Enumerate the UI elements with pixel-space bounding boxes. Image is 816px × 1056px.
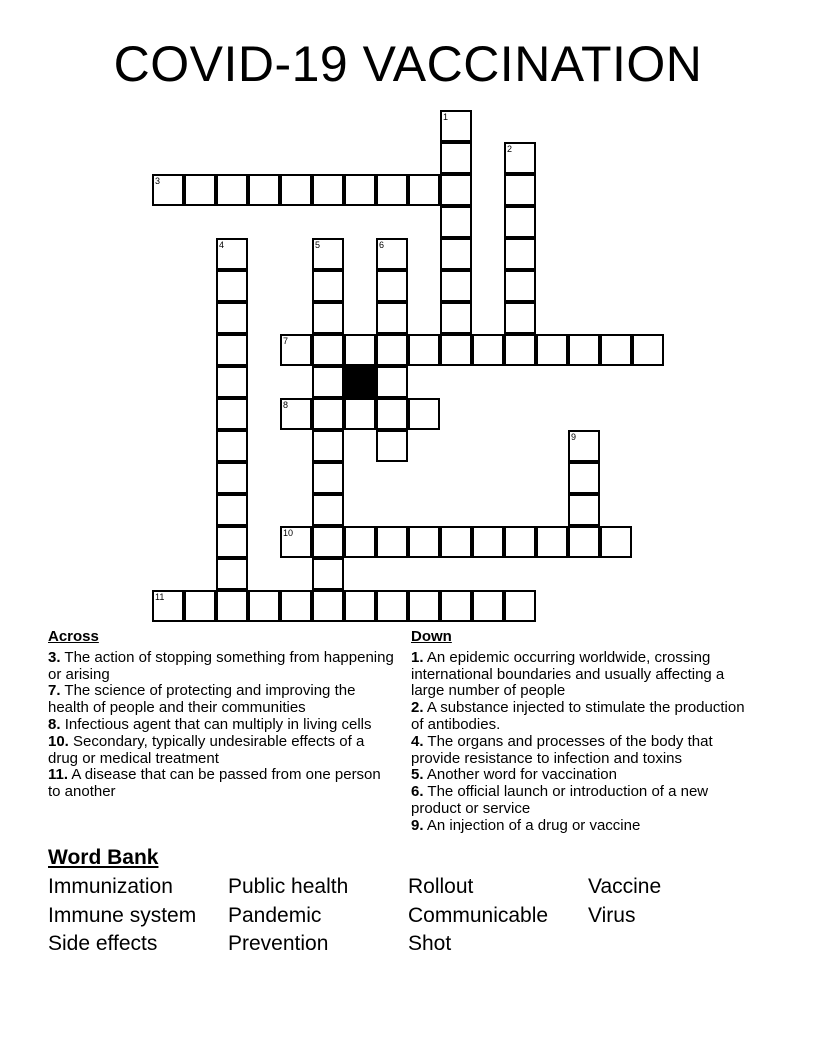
grid-cell[interactable] bbox=[312, 270, 344, 302]
down-heading: Down bbox=[411, 628, 452, 645]
clue-number-label: 8 bbox=[283, 400, 289, 410]
across-clue-10 bbox=[48, 734, 396, 768]
word-bank-item: Immunization bbox=[48, 875, 173, 898]
grid-cell[interactable] bbox=[504, 302, 536, 334]
grid-cell[interactable] bbox=[376, 238, 408, 270]
grid-cell[interactable] bbox=[504, 142, 536, 174]
grid-cell[interactable] bbox=[440, 526, 472, 558]
grid-cell[interactable] bbox=[504, 174, 536, 206]
grid-cell[interactable] bbox=[536, 334, 568, 366]
grid-cell[interactable] bbox=[568, 462, 600, 494]
grid-cell[interactable] bbox=[376, 430, 408, 462]
grid-cell[interactable] bbox=[312, 558, 344, 590]
grid-cell[interactable] bbox=[440, 334, 472, 366]
clue-text: The official launch or introduction of a new product or service bbox=[411, 783, 709, 817]
grid-cell[interactable] bbox=[312, 398, 344, 430]
grid-cell[interactable] bbox=[312, 590, 344, 622]
word-bank-item: Public health bbox=[228, 875, 349, 898]
grid-cell[interactable] bbox=[216, 430, 248, 462]
grid-cell[interactable] bbox=[568, 334, 600, 366]
grid-cell[interactable] bbox=[216, 398, 248, 430]
grid-cell[interactable] bbox=[600, 526, 632, 558]
grid-cell[interactable] bbox=[216, 238, 248, 270]
grid-cell[interactable] bbox=[216, 334, 248, 366]
clue-number: 3. bbox=[48, 648, 61, 666]
grid-cell[interactable] bbox=[312, 494, 344, 526]
grid-cell[interactable] bbox=[312, 238, 344, 270]
grid-cell[interactable] bbox=[216, 270, 248, 302]
grid-cell[interactable] bbox=[280, 398, 312, 430]
grid-cell[interactable] bbox=[408, 334, 440, 366]
clue-number: 10. bbox=[48, 732, 69, 750]
grid-cell[interactable] bbox=[184, 590, 216, 622]
grid-cell[interactable] bbox=[312, 430, 344, 462]
grid-cell[interactable] bbox=[248, 174, 280, 206]
word-bank-item: Vaccine bbox=[588, 875, 662, 898]
grid-cell[interactable] bbox=[216, 558, 248, 590]
grid-cell[interactable] bbox=[216, 590, 248, 622]
clue-text: A substance injected to stimulate the production of antibodies. bbox=[411, 699, 745, 733]
grid-cell[interactable] bbox=[440, 142, 472, 174]
grid-cell[interactable] bbox=[344, 398, 376, 430]
word-bank-item: Immune system bbox=[48, 904, 197, 927]
clue-number-label: 9 bbox=[571, 432, 577, 442]
grid-cell[interactable] bbox=[216, 174, 248, 206]
grid-cell[interactable] bbox=[440, 110, 472, 142]
clue-number: 4. bbox=[411, 732, 424, 750]
grid-cell[interactable] bbox=[280, 590, 312, 622]
grid-cell[interactable] bbox=[568, 494, 600, 526]
grid-cell[interactable] bbox=[376, 590, 408, 622]
grid-cell[interactable] bbox=[312, 302, 344, 334]
grid-cell[interactable] bbox=[440, 206, 472, 238]
grid-cell[interactable] bbox=[248, 590, 280, 622]
grid-cell[interactable] bbox=[504, 270, 536, 302]
grid-cell[interactable] bbox=[216, 462, 248, 494]
down-clue-9 bbox=[411, 818, 759, 835]
grid-cell[interactable] bbox=[440, 590, 472, 622]
grid-cell[interactable] bbox=[472, 334, 504, 366]
grid-cell[interactable] bbox=[376, 174, 408, 206]
grid-cell[interactable] bbox=[312, 366, 344, 398]
down-clue-4 bbox=[411, 734, 759, 768]
grid-cell[interactable] bbox=[376, 366, 408, 398]
clue-number: 2. bbox=[411, 699, 424, 717]
grid-cell[interactable] bbox=[216, 302, 248, 334]
grid-cell[interactable] bbox=[504, 238, 536, 270]
clue-number: 5. bbox=[411, 766, 424, 784]
clue-number: 7. bbox=[48, 682, 61, 700]
grid-cell[interactable] bbox=[568, 430, 600, 462]
clue-number-label: 3 bbox=[155, 176, 161, 186]
grid-cell[interactable] bbox=[280, 174, 312, 206]
grid-cell[interactable] bbox=[472, 526, 504, 558]
grid-cell[interactable] bbox=[472, 590, 504, 622]
grid-cell[interactable] bbox=[344, 334, 376, 366]
clue-text: The organs and processes of the body that provide resistance to infection and toxins bbox=[411, 732, 713, 767]
grid-cell[interactable] bbox=[184, 174, 216, 206]
grid-cell[interactable] bbox=[504, 206, 536, 238]
grid-cell[interactable] bbox=[440, 302, 472, 334]
grid-cell[interactable] bbox=[152, 174, 184, 206]
word-bank-heading: Word Bank bbox=[48, 846, 159, 869]
grid-cell[interactable] bbox=[440, 174, 472, 206]
grid-cell[interactable] bbox=[312, 334, 344, 366]
clue-number: 9. bbox=[411, 816, 424, 834]
clue-number-label: 10 bbox=[283, 528, 294, 538]
word-bank-item: Prevention bbox=[228, 932, 329, 955]
grid-cell[interactable] bbox=[344, 590, 376, 622]
grid-cell[interactable] bbox=[376, 526, 408, 558]
grid-cell[interactable] bbox=[408, 398, 440, 430]
word-bank-item: Rollout bbox=[408, 875, 474, 898]
word-bank-item: Communicable bbox=[408, 904, 549, 927]
word-bank-item: Virus bbox=[588, 904, 636, 927]
clue-number-label: 6 bbox=[379, 240, 385, 250]
across-clue-3 bbox=[48, 650, 396, 684]
black-square bbox=[344, 366, 376, 398]
word-bank-item: Side effects bbox=[48, 932, 158, 955]
clue-text: An injection of a drug or vaccine bbox=[426, 816, 641, 834]
grid-cell[interactable] bbox=[376, 270, 408, 302]
grid-cell[interactable] bbox=[280, 526, 312, 558]
across-clue-8 bbox=[48, 717, 396, 734]
grid-cell[interactable] bbox=[568, 526, 600, 558]
clue-number-label: 1 bbox=[443, 112, 449, 122]
clue-text: The action of stopping something from happening or arising bbox=[48, 648, 394, 683]
clue-number: 6. bbox=[411, 783, 424, 801]
word-bank-item: Pandemic bbox=[228, 904, 322, 927]
grid-cell[interactable] bbox=[504, 590, 536, 622]
clue-number-label: 2 bbox=[507, 144, 513, 154]
grid-cell[interactable] bbox=[312, 174, 344, 206]
grid-cell[interactable] bbox=[344, 174, 376, 206]
clue-number: 11. bbox=[48, 766, 69, 784]
clue-text: Another word for vaccination bbox=[426, 766, 617, 784]
word-bank-item: Shot bbox=[408, 932, 452, 955]
grid-cell[interactable] bbox=[376, 334, 408, 366]
puzzle-title: COVID-19 VACCINATION bbox=[113, 36, 703, 92]
grid-cell[interactable] bbox=[376, 398, 408, 430]
grid-cell[interactable] bbox=[536, 526, 568, 558]
grid-cell[interactable] bbox=[216, 494, 248, 526]
across-heading: Across bbox=[48, 628, 99, 645]
grid-cell[interactable] bbox=[600, 334, 632, 366]
across-clue-7 bbox=[48, 683, 396, 717]
grid-cell[interactable] bbox=[280, 334, 312, 366]
down-clue-2 bbox=[411, 700, 759, 734]
grid-cell[interactable] bbox=[408, 174, 440, 206]
grid-cell[interactable] bbox=[632, 334, 664, 366]
grid-cell[interactable] bbox=[504, 334, 536, 366]
grid-cell[interactable] bbox=[408, 526, 440, 558]
clue-number-label: 7 bbox=[283, 336, 289, 346]
clue-number: 1. bbox=[411, 648, 424, 666]
down-clue-6 bbox=[411, 784, 759, 818]
clue-text: An epidemic occurring worldwide, crossing international boundaries and usually affecting a large number of people bbox=[411, 648, 725, 700]
clue-number-label: 11 bbox=[155, 592, 165, 602]
clue-text: Secondary, typically undesirable effects of a drug or medical treatment bbox=[48, 732, 365, 767]
grid-cell[interactable] bbox=[312, 462, 344, 494]
down-clue-1 bbox=[411, 650, 759, 700]
clue-number: 8. bbox=[48, 715, 61, 733]
across-clues bbox=[48, 629, 396, 801]
clue-text: A disease that can be passed from one person to another bbox=[48, 766, 381, 801]
grid-cell[interactable] bbox=[216, 366, 248, 398]
grid-cell[interactable] bbox=[216, 526, 248, 558]
grid-cell[interactable] bbox=[440, 270, 472, 302]
grid-cell[interactable] bbox=[376, 302, 408, 334]
clue-text: The science of protecting and improving the health of people and their communities bbox=[48, 682, 356, 717]
grid-cell[interactable] bbox=[504, 526, 536, 558]
grid-cell[interactable] bbox=[152, 590, 184, 622]
grid-cell[interactable] bbox=[344, 526, 376, 558]
clue-number-label: 5 bbox=[315, 240, 321, 250]
clue-text: Infectious agent that can multiply in living cells bbox=[64, 715, 372, 733]
grid-cell[interactable] bbox=[440, 238, 472, 270]
grid-cell[interactable] bbox=[312, 526, 344, 558]
down-clue-5 bbox=[411, 767, 759, 784]
across-clue-11 bbox=[48, 767, 396, 801]
grid-cell[interactable] bbox=[408, 590, 440, 622]
clue-number-label: 4 bbox=[219, 240, 225, 250]
down-clues bbox=[411, 629, 759, 835]
